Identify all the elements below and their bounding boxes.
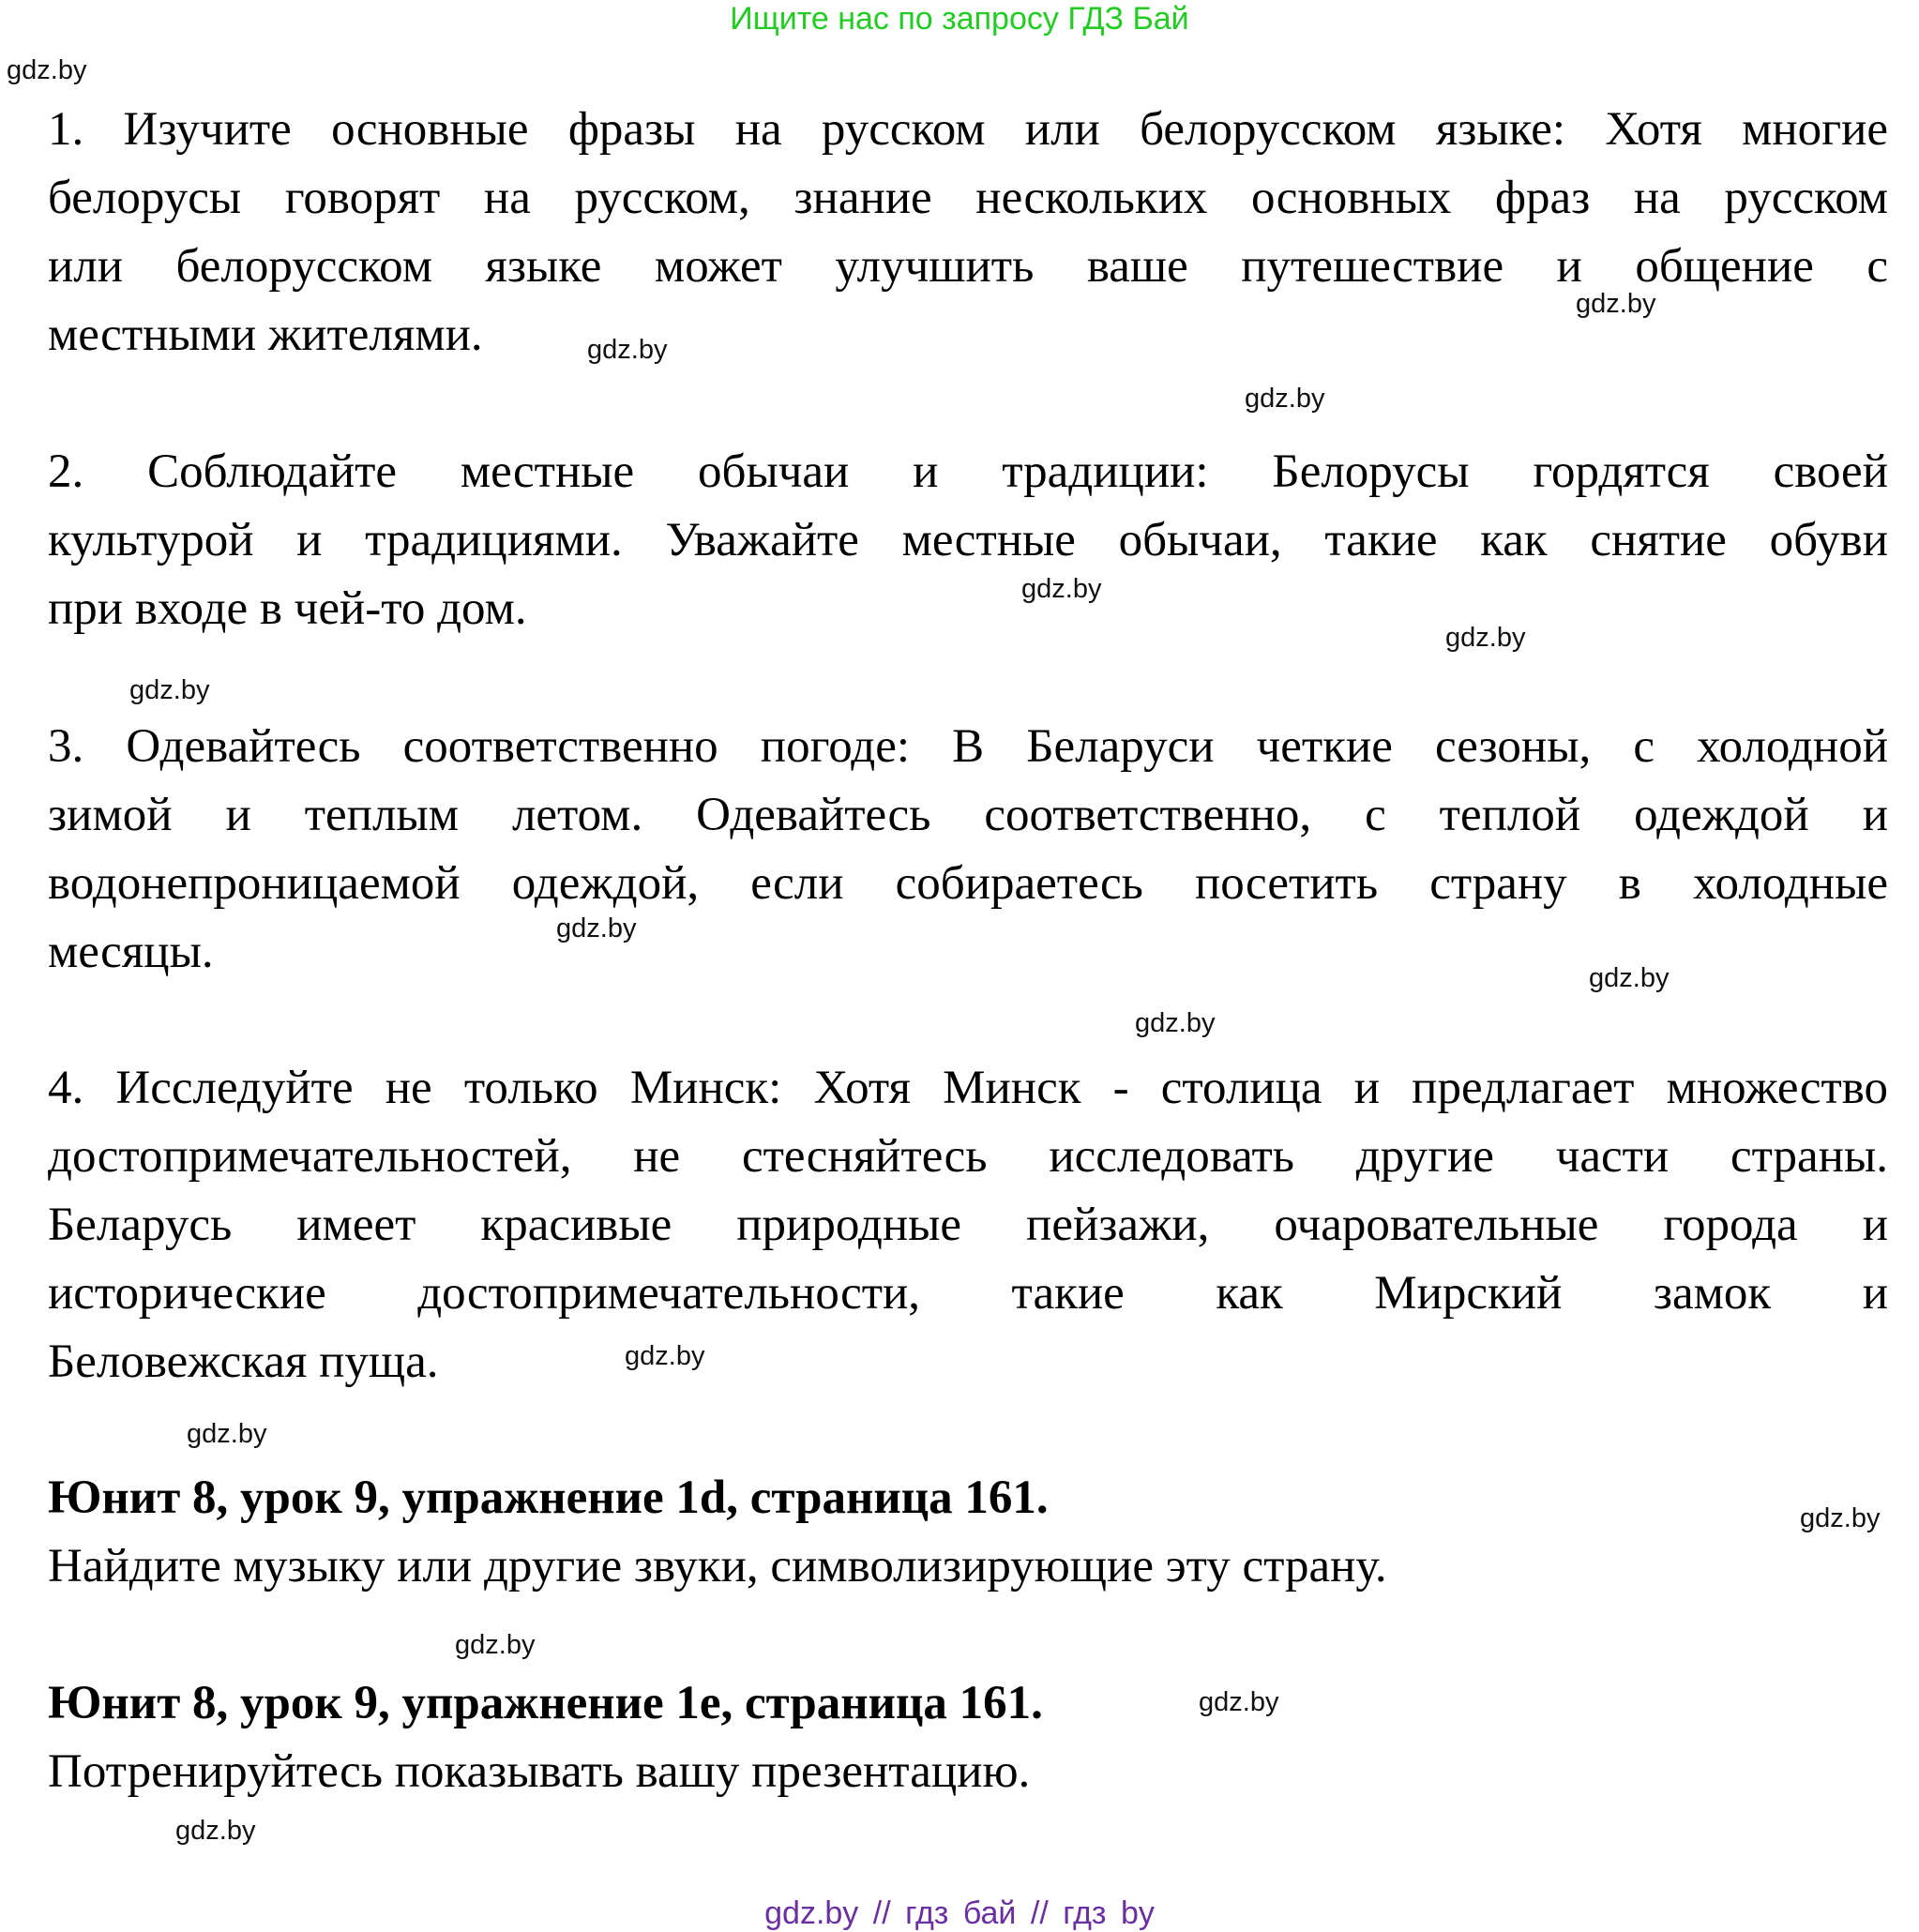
watermark: gdz.by [1135,1008,1216,1038]
text-line: исторические достопримечательности, такие как Мирский замок и [48,1267,1888,1320]
search-banner: Ищите нас по запросу ГДЗ Бай [730,1,1189,37]
paragraph-2 [48,438,1888,643]
paragraph-4 [48,1054,1888,1396]
text-line: при входе в чей-то дом. [48,582,527,635]
watermark: gdz.by [175,1816,256,1846]
watermark: gdz.by [1589,963,1670,993]
text-line: 4. Исследуйте не только Минск: Хотя Минск - столица и предлагает множество [48,1062,1888,1114]
watermark: gdz.by [129,675,210,705]
text-line: водонепроницаемой одеждой, если собираетесь посетить страну в холодные [48,857,1888,910]
text-line: или белорусском языке может улучшить ваше путешествие и общение с [48,240,1888,293]
watermark: gdz.by [187,1419,267,1449]
text-line: культурой и традициями. Уважайте местные обычаи, такие как снятие обуви [48,514,1888,566]
watermark: gdz.by [556,913,637,943]
exercise-1d [48,1464,1888,1601]
text-line: месяцы. [48,926,214,978]
text-line: 2. Соблюдайте местные обычаи и традиции: Белорусы гордятся своей [48,445,1888,498]
watermark: gdz.by [1245,384,1325,414]
watermark: gdz.by [1021,574,1102,604]
text-line: 3. Одевайтесь соответственно погоде: В Беларуси четкие сезоны, с холодной [48,720,1888,773]
text-line: белорусы говорят на русском, знание нескольких основных фраз на русском [48,172,1888,224]
exercise-text: Потренируйтесь показывать вашу презентацию. [48,1745,1031,1798]
text-line: зимой и теплым летом. Одевайтесь соответственно, с теплой одеждой и [48,789,1888,841]
watermark: gdz.by [1576,289,1656,319]
watermark: gdz.by [1800,1503,1881,1533]
text-line: Беларусь имеет красивые природные пейзажи, очаровательные города и [48,1199,1888,1251]
text-line: 1. Изучите основные фразы на русском или белорусском языке: Хотя многие [48,103,1888,156]
watermark: gdz.by [625,1341,705,1371]
paragraph-3 [48,713,1888,987]
watermark: gdz.by [1199,1687,1279,1717]
footer-links: gdz.by // гдз бай // гдз by [764,1895,1155,1931]
exercise-text: Найдите музыку или другие звуки, символизирующие эту страну. [48,1540,1387,1592]
exercise-heading: Юнит 8, урок 9, упражнение 1d, страница 161. [48,1472,1049,1524]
paragraph-1 [48,96,1888,370]
watermark: gdz.by [1445,623,1526,653]
exercise-1e [48,1669,1888,1806]
text-line: местными жителями. [48,309,483,361]
exercise-heading: Юнит 8, урок 9, упражнение 1e, страница 161. [48,1677,1043,1729]
watermark: gdz.by [7,55,87,85]
watermark: gdz.by [455,1630,536,1660]
text-line: достопримечательностей, не стесняйтесь исследовать другие части страны. [48,1130,1888,1183]
watermark: gdz.by [587,335,668,365]
text-line: Беловежская пуща. [48,1336,439,1388]
